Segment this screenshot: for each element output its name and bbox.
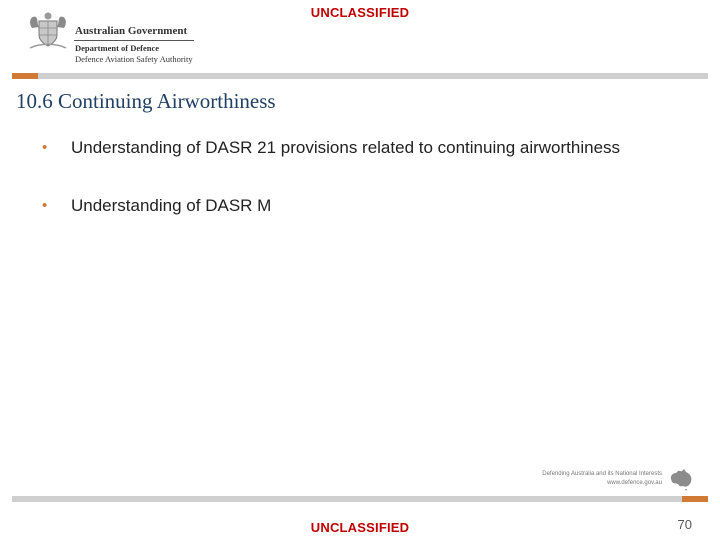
bullet-text: Understanding of DASR M	[71, 196, 272, 215]
footer-divider	[12, 496, 708, 502]
australian-government-logo	[26, 10, 196, 62]
classification-banner-bottom: UNCLASSIFIED	[310, 520, 410, 535]
logo-government-name: Australian Government	[75, 25, 188, 37]
bullet-icon: •	[42, 139, 48, 156]
logo-divider	[74, 40, 194, 41]
footer-tagline	[542, 470, 662, 488]
bullet-icon: •	[42, 197, 48, 214]
header-divider-accent	[12, 73, 38, 79]
coat-of-arms-icon	[26, 10, 70, 50]
slide-title: 10.6 Continuing Airworthiness	[16, 89, 276, 113]
bullet-text: Understanding of DASR 21 provisions related to continuing airworthiness	[71, 138, 621, 157]
bullet-item	[40, 136, 640, 160]
bullet-list	[40, 136, 640, 252]
tagline-website: www.defence.gov.au	[607, 480, 662, 486]
classification-banner-top: UNCLASSIFIED	[310, 5, 410, 20]
australia-map-icon	[668, 466, 694, 492]
footer-divider-accent	[682, 496, 708, 502]
logo-department-name: Department of Defence	[75, 43, 160, 53]
header-divider	[12, 73, 708, 79]
page-number: 70	[677, 517, 692, 532]
tagline-motto: Defending Australia and its National Interests	[542, 471, 662, 477]
bullet-item	[40, 194, 640, 218]
logo-authority-name: Defence Aviation Safety Authority	[75, 54, 193, 64]
